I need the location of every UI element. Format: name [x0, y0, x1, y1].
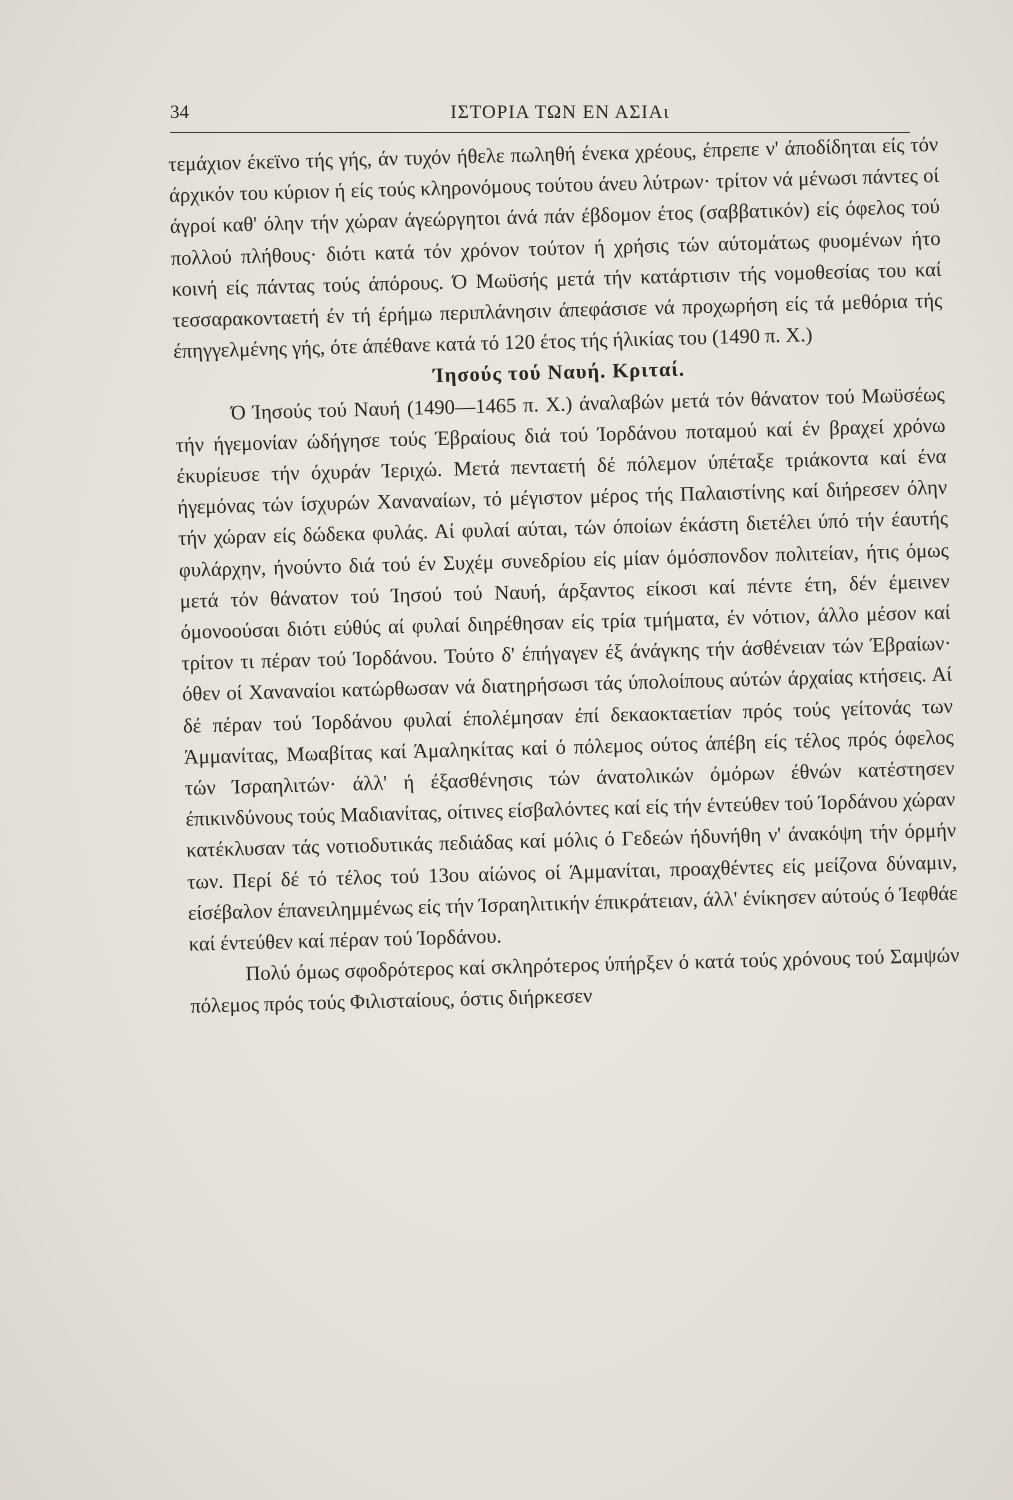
- page-number: 34: [170, 102, 189, 123]
- body-text: [168, 130, 961, 1024]
- section-heading: Ίησούς τού Ναυή. Κριταί.: [432, 358, 686, 388]
- running-title: ΙΣΤΟΡΙΑ ΤΩΝ ΕΝ ΑΣΙΑι: [450, 102, 670, 123]
- paragraph-continuation: τεμάχιον έκεϊνο τής γής, άν τυχόν ήθελε πωληθή ένεκα χρέους, έπρεπε ν' άποδίδηται είς τόν άρχικόν του κύριον ή είς τούς κληρονόμους τούτου άνευ λύτρων· τρίτον νά μένωσι πάντες οί άγροί καθ' όλην τήν χώραν άγεώργητοι άνά πάν έβδομον έτος (σαββατικόν) είς όφελος τού πολλού πλήθους· διότι κατά τόν χρόνον τούτον ή χρήσις τών αύτομάτως φυομένων ήτο κοινή είς πάντας τούς άπόρους. Ό Μωϋσής μετά τήν κατάρτισιν τής νομοθεσίας του καί τεσσαρακονταετή έν τή έρήμω περιπλάνησιν άπεφάσισε νά προχωρήση είς τά μεθόρια τής έπηγγελμένης γής, ότε άπέθανε κατά τό 120 έτος τής ήλικίας του (1490 π. Χ.): [168, 133, 943, 364]
- paragraph-samson: Πολύ όμως σφοδρότερος καί σκληρότερος ύπήρξεν ό κατά τούς χρόνους τού Σαμψών πόλεμος πρός τούς Φιλισταίους, όστις διήρκεσεν: [190, 944, 960, 1019]
- paragraph-joshua: Ό Ίησούς τού Ναυή (1490—1465 π. Χ.) άναλαβών μετά τόν θάνατον τού Μωϋσέως τήν ήγεμονίαν ώδήγησε τούς Έβραίους διά τού Ίορδάνου ποταμού καί έν βραχεί χρόνω έκυρίευσε τήν όχυράν Ίεριχώ. Μετά πενταετή δέ πόλεμον ύπέταξε τριάκοντα καί ένα ήγεμόνας τών ίσχυρών Χαναναίων, τό μέγιστον μέρος τής Παλαιστίνης καί διήρεσεν όλην τήν χώραν είς δώδεκα φυλάς. Αί φυλαί αύται, τών όποίων έκάστη διετέλει ύπό τήν έαυτής φυλάρχην, ήνούντο διά τού έν Συχέμ συνεδρίου είς μίαν όμόσπονδον πολιτείαν, ήτις όμως μετά τόν θάνατον τού Ίησού τού Ναυή, άρξαντος είκοσι καί πέντε έτη, δέν έμεινεν όμονοούσαι διότι εύθύς αί φυλαί διηρέθησαν είς τρία τμήματα, έν νότιον, άλλο μέσον καί τρίτον τι πέραν τού Ίορδάνου. Τούτο δ' έπήγαγεν έξ άνάγκης τήν άσθένειαν τών Έβραίων· όθεν οί Χαναναίοι κατώρθωσαν νά διατηρήσωσι τάς ύπολοίπους αύτών άρχαίας κτήσεις. Αί δέ πέραν τού Ίορδάνου φυλαί έπολέμησαν έπί δεκαοκταετίαν πρός τούς γείτονάς των Άμμανίτας, Μωαβίτας καί Άμαληκίτας καί ό πόλεμος ούτος άπέβη είς τέλος πρός όφελος τών Ίσραηλιτών· άλλ' ή έξασθένησις τών άνατολικών όμόρων έθνών κατέστησεν έπικινδύνους τούς Μαδιανίτας, οίτινες είσβαλόντες καί είς τήν έντεύθεν τού Ίορδάνου χώραν κατέκλυσαν τάς νοτιοδυτικάς πεδιάδας καί μόλις ό Γεδεών ήδυνήθη ν' άνακόψη τήν όρμήν των. Περί δέ τό τέλος τού 13ου αίώνος οί Άμμανίται, προαχθέντες είς μείζονα δύναμιν, είσέβαλον έπανειλημμένως είς τήν Ίσραηλιτικήν έπικράτειαν, άλλ' ένίκησεν αύτούς ό Ίεφθάε καί έντεύθεν καί πέραν τού Ίορδάνου.: [175, 383, 959, 956]
